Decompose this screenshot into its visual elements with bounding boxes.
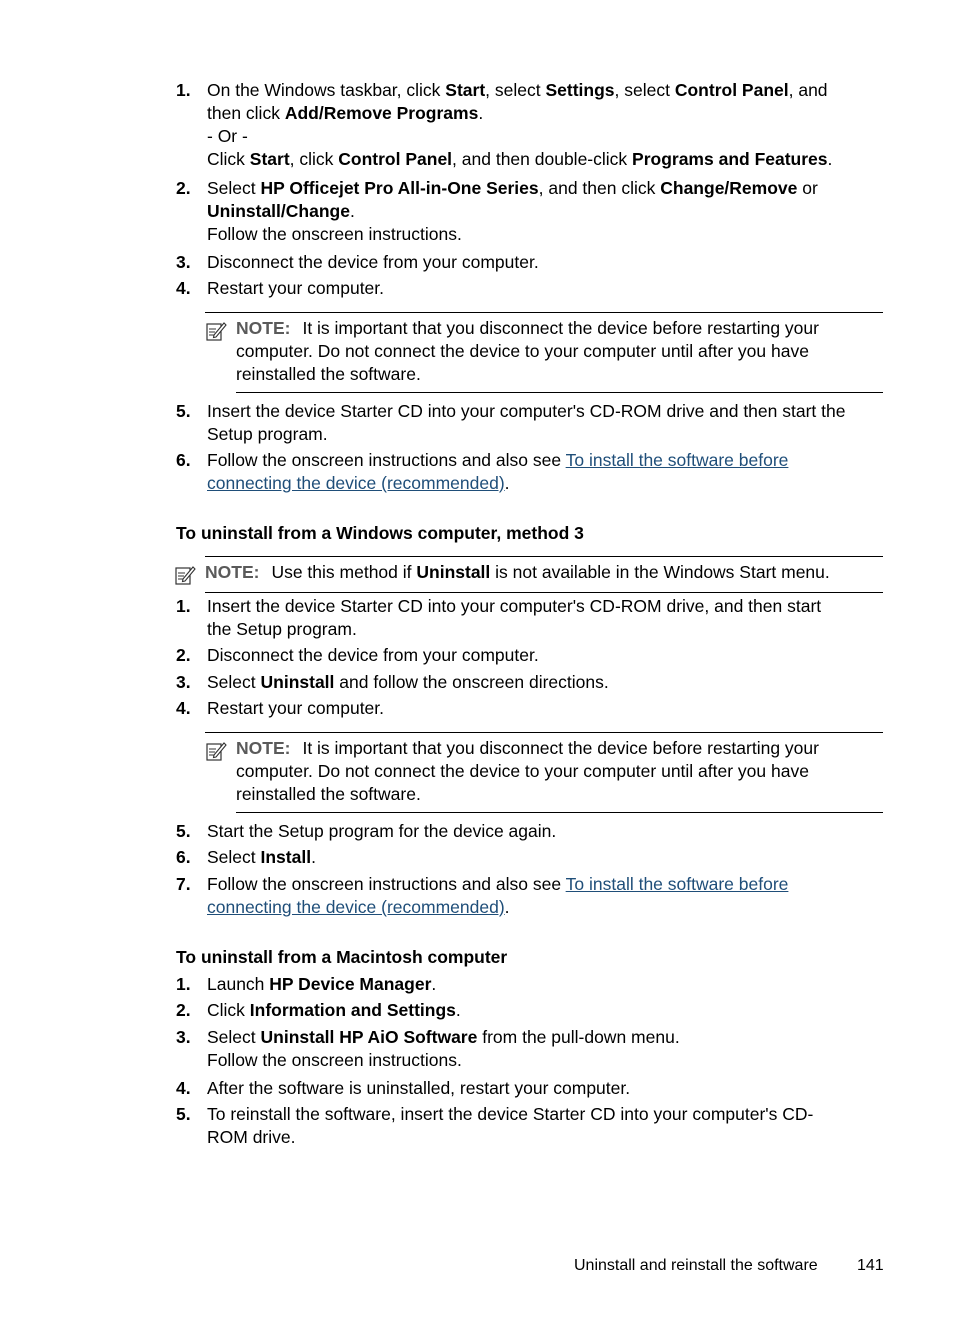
bold-term: HP Officejet Pro All-in-One Series — [260, 178, 539, 198]
text-line: Uninstall/Change. — [207, 201, 355, 221]
list-number: 1. — [176, 596, 191, 616]
note-top-rule — [205, 556, 883, 557]
list-number: 5. — [176, 821, 191, 841]
bold-term: Start — [445, 80, 486, 100]
text-line: Disconnect the device from your computer. — [207, 252, 539, 272]
note-line: NOTE: It is important that you disconnect the device before restarting your — [236, 318, 819, 338]
list-item-text — [207, 999, 882, 1022]
note-label: NOTE: — [205, 562, 260, 582]
section-heading: To uninstall from a Macintosh computer — [176, 947, 508, 967]
list-number: 6. — [176, 450, 191, 470]
list-item-text — [207, 671, 882, 694]
list-item-text — [207, 1026, 882, 1072]
bold-term: Control Panel — [338, 149, 453, 169]
text-line: Follow the onscreen instructions and also see To install the software before — [207, 874, 789, 894]
note-line: computer. Do not connect the device to your computer until after you have — [236, 341, 809, 361]
text-line: Disconnect the device from your computer. — [207, 645, 539, 665]
list-item-text — [207, 277, 882, 300]
list-number: 5. — [176, 401, 191, 421]
text-line: After the software is uninstalled, restart your computer. — [207, 1078, 631, 1098]
text-line: Setup program. — [207, 424, 328, 444]
bold-term: Install — [260, 847, 312, 867]
text-line: ROM drive. — [207, 1127, 296, 1147]
bold-term: Uninstall HP AiO Software — [260, 1027, 478, 1047]
text-line: Select HP Officejet Pro All-in-One Series, and then click Change/Remove or — [207, 178, 818, 198]
bold-term: Change/Remove — [660, 178, 798, 198]
note-line: reinstalled the software. — [236, 364, 421, 384]
text-line: - Or - — [207, 126, 248, 146]
note-box — [236, 737, 819, 806]
cross-reference-link[interactable]: connecting the device (recommended) — [207, 473, 505, 493]
list-item-text — [207, 1077, 882, 1100]
bold-term: Add/Remove Programs — [284, 103, 479, 123]
text-line: connecting the device (recommended). — [207, 897, 510, 917]
cross-reference-link[interactable]: connecting the device (recommended) — [207, 897, 505, 917]
text-line: Select Install. — [207, 847, 316, 867]
list-item-text — [207, 177, 882, 246]
list-item-text — [207, 846, 882, 869]
footer-page-number: 141 — [857, 1257, 884, 1274]
note-line: NOTE: Use this method if Uninstall is not available in the Windows Start menu. — [205, 562, 830, 582]
note-pencil-icon — [174, 564, 196, 586]
list-number: 3. — [176, 252, 191, 272]
list-item-text — [207, 973, 882, 996]
text-line: Insert the device Starter CD into your computer's CD-ROM drive, and then start — [207, 596, 822, 616]
list-number: 2. — [176, 1000, 191, 1020]
text-line: Follow the onscreen instructions and also see To install the software before — [207, 450, 789, 470]
note-label: NOTE: — [236, 318, 291, 338]
note-box — [236, 317, 819, 386]
bold-term: Programs and Features — [632, 149, 828, 169]
text-line: Follow the onscreen instructions. — [207, 224, 462, 244]
text-line: Select Uninstall and follow the onscreen directions. — [207, 672, 609, 692]
list-item-text — [207, 79, 882, 171]
text-line: Restart your computer. — [207, 698, 385, 718]
note-line: reinstalled the software. — [236, 784, 421, 804]
note-bottom-rule — [205, 592, 883, 593]
bold-term: Control Panel — [674, 80, 789, 100]
text-line: To reinstall the software, insert the device Starter CD into your computer's CD- — [207, 1104, 814, 1124]
note-line: computer. Do not connect the device to your computer until after you have — [236, 761, 809, 781]
text-line: Select Uninstall HP AiO Software from the pull-down menu. — [207, 1027, 680, 1047]
text-line: Launch HP Device Manager. — [207, 974, 437, 994]
list-number: 1. — [176, 974, 191, 994]
text-line: Restart your computer. — [207, 278, 385, 298]
text-line: Click Start, click Control Panel, and then double-click Programs and Features. — [207, 149, 833, 169]
text-line: Follow the onscreen instructions. — [207, 1050, 462, 1070]
text-line: On the Windows taskbar, click Start, select Settings, select Control Panel, and — [207, 80, 828, 100]
note-pencil-icon — [205, 740, 227, 762]
cross-reference-link[interactable]: To install the software before — [565, 874, 789, 894]
note-bottom-rule — [236, 392, 883, 393]
cross-reference-link[interactable]: To install the software before — [565, 450, 789, 470]
list-item-text — [207, 1103, 882, 1149]
bold-term: Uninstall/Change — [207, 201, 350, 221]
list-item-text — [207, 873, 882, 919]
text-line: Insert the device Starter CD into your computer's CD-ROM drive and then start the — [207, 401, 846, 421]
list-item-text — [207, 595, 882, 641]
list-number: 5. — [176, 1104, 191, 1124]
note-top-rule — [205, 312, 883, 313]
text-line: then click Add/Remove Programs. — [207, 103, 484, 123]
note-pencil-icon — [205, 320, 227, 342]
list-item-text — [207, 449, 882, 495]
text-line: Click Information and Settings. — [207, 1000, 461, 1020]
list-number: 2. — [176, 178, 191, 198]
list-number: 1. — [176, 80, 191, 100]
note-top-rule — [205, 732, 883, 733]
bold-term: Uninstall — [416, 562, 491, 582]
note-box — [205, 561, 830, 584]
list-number: 4. — [176, 1078, 191, 1098]
list-number: 4. — [176, 698, 191, 718]
list-number: 7. — [176, 874, 191, 894]
list-item-text — [207, 400, 882, 446]
note-line: NOTE: It is important that you disconnect the device before restarting your — [236, 738, 819, 758]
text-line: connecting the device (recommended). — [207, 473, 510, 493]
section-heading: To uninstall from a Windows computer, method 3 — [176, 523, 584, 543]
bold-term: Start — [249, 149, 290, 169]
bold-term: Uninstall — [260, 672, 335, 692]
bold-term: Settings — [545, 80, 615, 100]
list-item-text — [207, 251, 882, 274]
list-item-text — [207, 644, 882, 667]
list-number: 2. — [176, 645, 191, 665]
text-line: Start the Setup program for the device again. — [207, 821, 557, 841]
note-bottom-rule — [236, 812, 883, 813]
list-number: 6. — [176, 847, 191, 867]
list-number: 3. — [176, 1027, 191, 1047]
list-number: 3. — [176, 672, 191, 692]
note-label: NOTE: — [236, 738, 291, 758]
list-number: 4. — [176, 278, 191, 298]
list-item-text — [207, 820, 882, 843]
list-item-text — [207, 697, 882, 720]
bold-term: Information and Settings — [249, 1000, 456, 1020]
bold-term: HP Device Manager — [269, 974, 432, 994]
text-line: the Setup program. — [207, 619, 357, 639]
footer-section-title: Uninstall and reinstall the software — [574, 1257, 818, 1274]
